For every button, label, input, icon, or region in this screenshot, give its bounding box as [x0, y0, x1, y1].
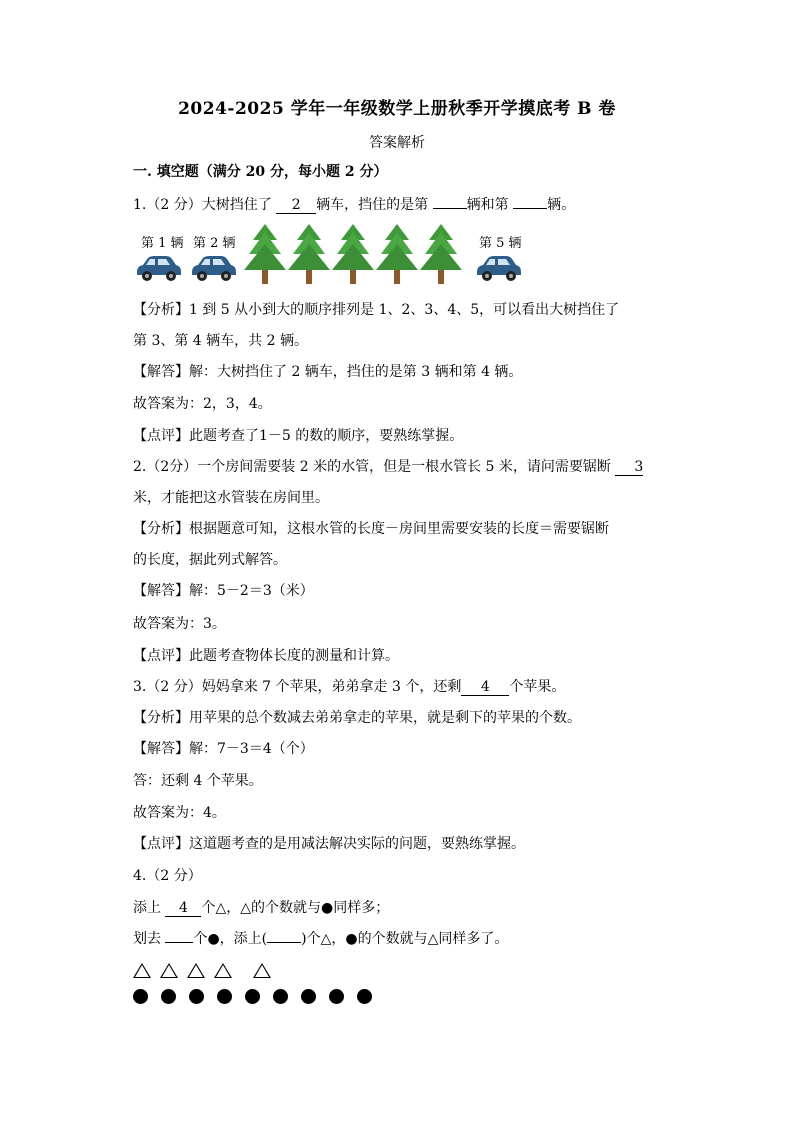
q1-blank-2 — [433, 208, 467, 209]
q2-analysis: 的长度，据此列式解答。 — [133, 552, 287, 568]
q4-text: 划去 — [133, 931, 166, 947]
car-icon — [133, 252, 183, 282]
triangle-icon — [160, 963, 178, 978]
q4-line-2 — [133, 929, 508, 949]
q4-text: 个●，添上( — [193, 931, 268, 947]
q1-stem-text: 辆。 — [547, 197, 576, 213]
q4-blank-2 — [165, 942, 193, 943]
q2-stem-text: 2.（2分）一个房间需要装 2 米的水管，但是一根水管长 5 米，请问需要锯断 — [133, 459, 616, 475]
circle-icon — [301, 989, 316, 1004]
q2-comment: 【点评】此题考查物体长度的测量和计算。 — [133, 648, 399, 664]
q1-analysis: 第 3、第 4 辆车，共 2 辆。 — [133, 333, 308, 349]
q1-blank-3 — [513, 208, 547, 209]
triangle-icon — [133, 963, 151, 978]
car-icon — [188, 252, 238, 282]
section-heading: 一. 填空题（满分 20 分，每小题 2 分） — [133, 164, 388, 180]
tree-icon — [241, 222, 289, 286]
q2-stem — [133, 457, 643, 477]
q1-analysis: 【分析】1 到 5 从小到大的顺序排列是 1、2、3、4、5，可以看出大树挡住了 — [133, 302, 620, 318]
q4-stem: 4.（2 分） — [133, 868, 202, 884]
q4-line-1 — [133, 898, 389, 918]
q3-analysis: 【分析】用苹果的总个数减去弟弟拿走的苹果，就是剩下的苹果的个数。 — [133, 710, 581, 726]
q3-blank-1: 4 — [461, 679, 509, 696]
q2-blank-1: 3 — [615, 459, 643, 476]
tree-icon — [417, 222, 465, 286]
triangle-icon — [253, 963, 271, 978]
q1-answer: 【解答】解：大树挡住了 2 辆车，挡住的是第 3 辆和第 4 辆。 — [133, 364, 523, 380]
dot-row — [133, 988, 385, 1009]
car-label-5: 第 5 辆 — [479, 236, 522, 251]
q4-text: 添上 — [133, 900, 166, 916]
car-icon — [473, 252, 523, 282]
circle-icon — [189, 989, 204, 1004]
q1-final: 故答案为：2，3，4。 — [133, 396, 272, 412]
q3-comment: 【点评】这道题考查的是用减法解决实际的问题，要熟练掌握。 — [133, 836, 525, 852]
page-title: 2024-2025 学年一年级数学上册秋季开学摸底考 B 卷 — [178, 99, 616, 119]
page-subtitle: 答案解析 — [369, 135, 425, 151]
circle-icon — [161, 989, 176, 1004]
q4-blank-3 — [267, 942, 301, 943]
car-label-1: 第 1 辆 — [141, 236, 184, 251]
q1-stem-text: 辆车，挡住的是第 — [316, 197, 433, 213]
q4-text: )个△，●的个数就与△同样多了。 — [301, 931, 509, 947]
q3-stem-text: 个苹果。 — [509, 679, 566, 695]
triangle-icon — [214, 963, 232, 978]
q4-blank-1: 4 — [165, 900, 201, 917]
q2-analysis: 【分析】根据题意可知，这根水管的长度－房间里需要安装的长度＝需要锯断 — [133, 521, 609, 537]
q3-final: 故答案为：4。 — [133, 805, 226, 821]
q2-stem: 米，才能把这水管装在房间里。 — [133, 490, 329, 506]
tree-icon — [373, 222, 421, 286]
circle-icon — [273, 989, 288, 1004]
circle-icon — [357, 989, 372, 1004]
q2-final: 故答案为：3。 — [133, 616, 226, 632]
tree-icon — [285, 222, 333, 286]
q4-text: 个△，△的个数就与●同样多； — [201, 900, 390, 916]
q1-comment: 【点评】此题考查了1－5 的数的顺序，要熟练掌握。 — [133, 428, 464, 444]
q3-stem-text: 3.（2 分）妈妈拿来 7 个苹果，弟弟拿走 3 个，还剩 — [133, 679, 462, 695]
circle-icon — [245, 989, 260, 1004]
tree-icon — [329, 222, 377, 286]
circle-icon — [329, 989, 344, 1004]
q1-blank-1: 2 — [276, 197, 316, 214]
q2-answer: 【解答】解：5－2＝3（米） — [133, 583, 314, 599]
circle-icon — [133, 989, 148, 1004]
q3-reply: 答：还剩 4 个苹果。 — [133, 773, 263, 789]
circle-icon — [217, 989, 232, 1004]
triangle-row — [133, 962, 280, 983]
q1-illustration — [133, 222, 533, 286]
q1-stem-text: 辆和第 — [466, 197, 514, 213]
q3-stem — [133, 677, 565, 697]
triangle-icon — [187, 963, 205, 978]
q1-stem — [133, 195, 575, 215]
car-label-2: 第 2 辆 — [193, 236, 236, 251]
q1-stem-text: 1.（2 分）大树挡住了 — [133, 197, 277, 213]
q3-answer: 【解答】解：7－3＝4（个） — [133, 741, 314, 757]
